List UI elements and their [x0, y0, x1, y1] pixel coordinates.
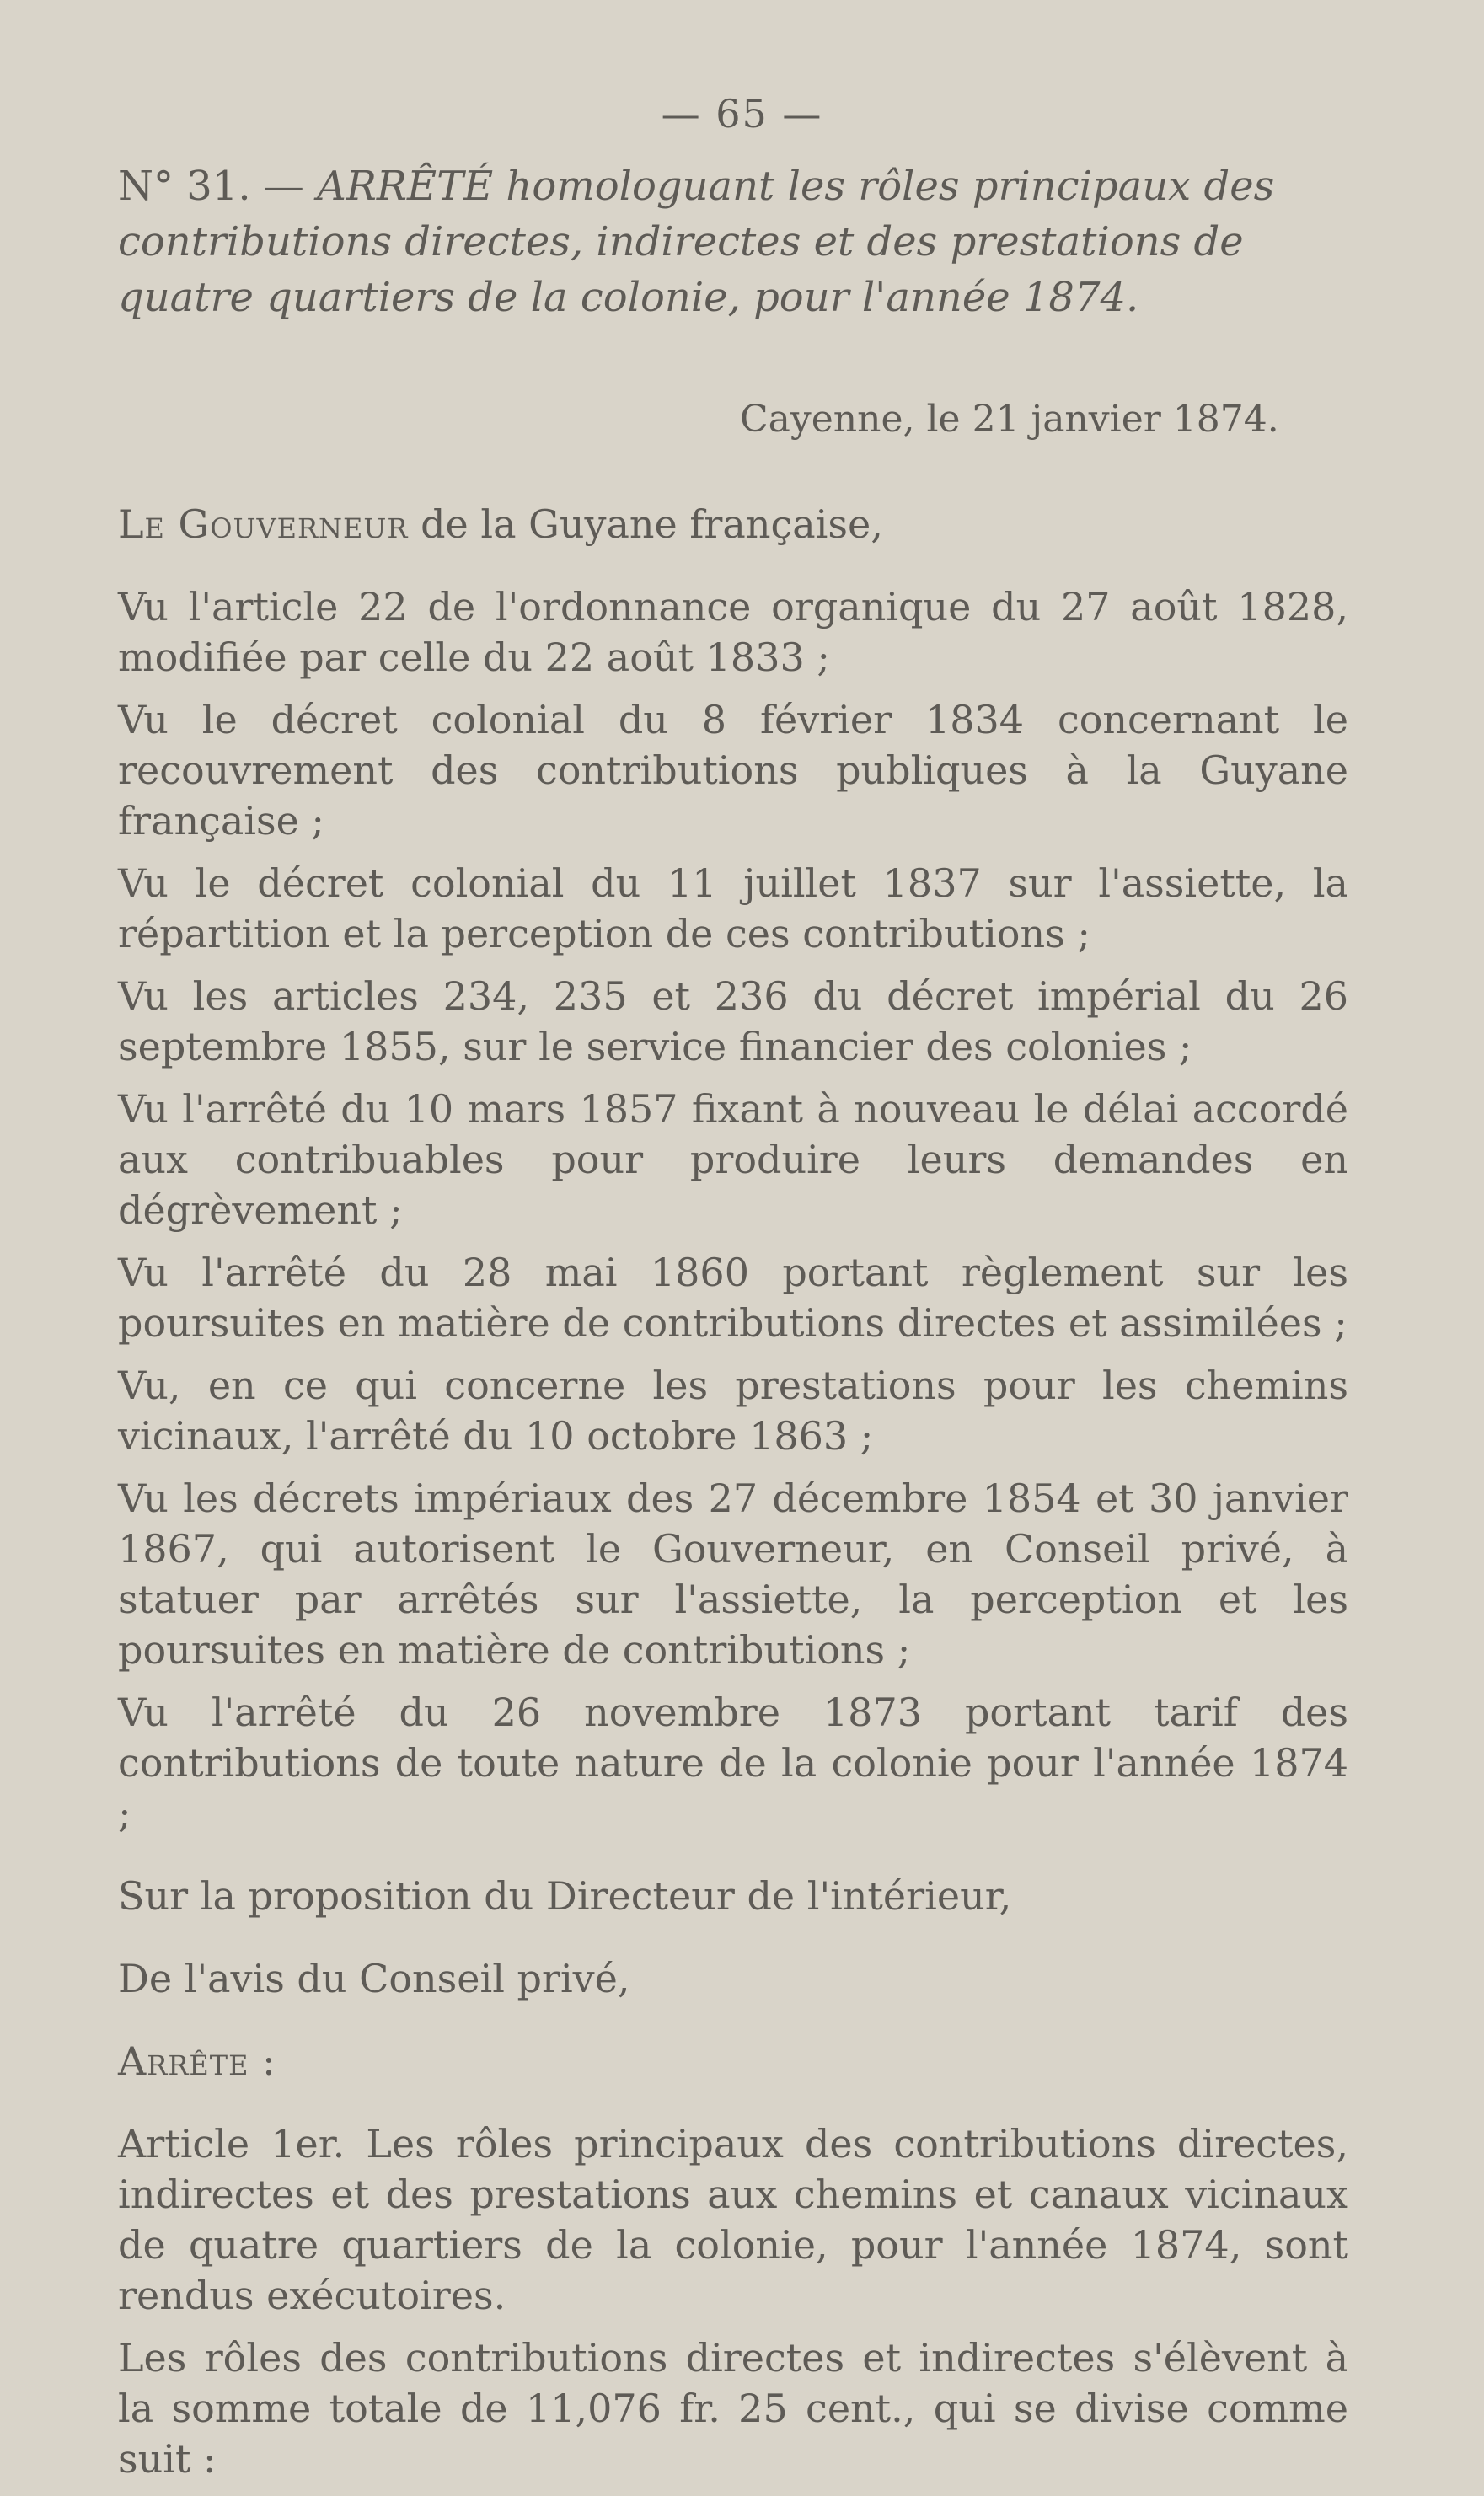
proposition: Sur la proposition du Directeur de l'intérieur,: [118, 1873, 1012, 1919]
visa-9: Vu l'arrêté du 26 novembre 1873 portant tarif des contributions de toute nature de la colonie pour l'année 1874 ;: [118, 1690, 1348, 1836]
visa-5: Vu l'arrêté du 10 mars 1857 fixant à nouveau le délai accordé aux contribuables pour produire leurs demandes en dégrèvement ;: [118, 1086, 1348, 1233]
visa-4: Vu les articles 234, 235 et 236 du décret impérial du 26 septembre 1855, sur le service financier des colonies ;: [118, 973, 1348, 1069]
authority: Le Gouverneur: [118, 501, 409, 547]
closing-paragraph: Les rôles des contributions directes et indirectes s'élèvent à la somme totale de 11,076 fr. 25 cent., qui se divise comme suit :: [118, 2335, 1348, 2482]
article-1-label: Article 1er.: [118, 2121, 346, 2167]
article-1: [118, 2118, 1348, 2321]
arrete-label: Arrête :: [118, 2038, 276, 2084]
visa-6: Vu l'arrêté du 28 mai 1860 portant règlement sur les poursuites en matière de contributions directes et assimilées ;: [118, 1250, 1348, 1346]
visa-7: Vu, en ce qui concerne les prestations pour les chemins vicinaux, l'arrêté du 10 octobre 1863 ;: [118, 1363, 1348, 1459]
article-1-text: Les rôles principaux des contributions directes, indirectes et des prestations aux chemins et canaux vicinaux de quatre quartiers de la colonie, pour l'année 1874, sont rendus exécutoires.: [118, 2121, 1348, 2318]
avis: De l'avis du Conseil privé,: [118, 1956, 630, 2001]
preamble: [118, 499, 1348, 549]
decree-body: [118, 499, 1348, 2496]
dateline: Cayenne, le 21 janvier 1874.: [740, 398, 1279, 441]
decree-number: N° 31. —: [118, 163, 318, 210]
visa-2: Vu le décret colonial du 8 février 1834 concernant le recouvrement des contributions publiques à la Guyane française ;: [118, 697, 1348, 844]
decree-title: ARRÊTÉ homologuant les rôles principaux des contributions directes, indirectes et des prestations de quatre quartiers de la colonie, pour l'année 1874.: [118, 163, 1275, 321]
authority-rest: de la Guyane française,: [408, 501, 883, 547]
visa-1: Vu l'article 22 de l'ordonnance organique du 27 août 1828, modifiée par celle du 22 août 1833 ;: [118, 584, 1348, 680]
page-number: — 65 —: [661, 91, 823, 137]
decree-heading: [118, 158, 1348, 325]
visa-3: Vu le décret colonial du 11 juillet 1837 sur l'assiette, la répartition et la perception de ces contributions ;: [118, 860, 1348, 956]
visa-8: Vu les décrets impériaux des 27 décembre 1854 et 30 janvier 1867, qui autorisent le Gouverneur, en Conseil privé, à statuer par arrêtés sur l'assiette, la perception et les poursuites en matière de contributions ;: [118, 1476, 1348, 1673]
